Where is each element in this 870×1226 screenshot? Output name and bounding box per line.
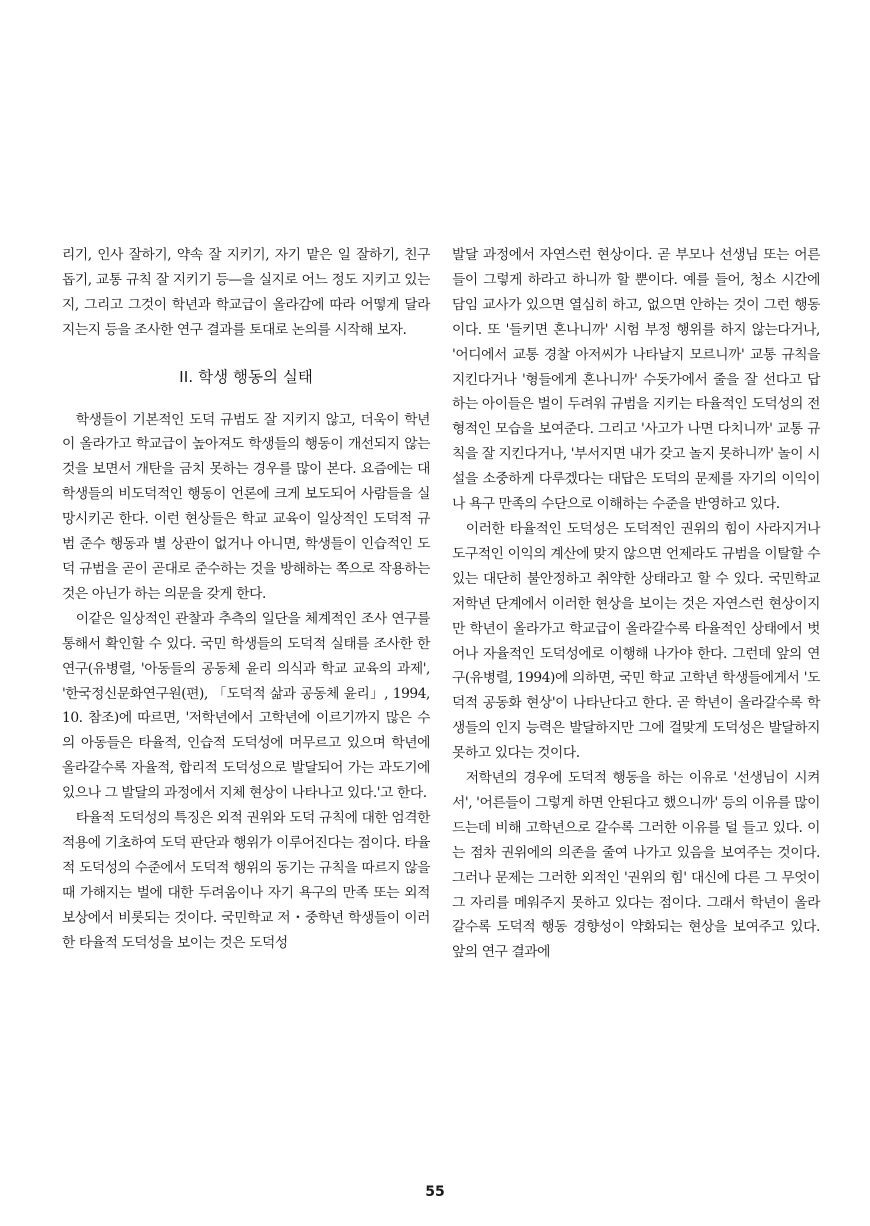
left-paragraph-3: 이같은 일상적인 관찰과 추측의 일단을 체계적인 조사 연구를 통해서 확인할 수 있다. 국민 학생들의 도덕적 실태를 조사한 한 연구(유병렬, '아동들의 공동체 윤리 의식과 학교 교육의 과제', '한국정신문화연구원(편), 「도덕적 삶과 공동체 윤리」, 1994, 10. 참조)에 따르면, '저학년에서 고학년에 이르기까지 많은 수의 아동들은 타율적, 인습적 도덕성에 머무르고 있으며 학년에 올라갈수록 자율적, 합리적 도덕성으로 발달되어 가는 과도기에 있으나 그 발달의 과정에서 지체 현상이 나타나고 있다.'고 한다. [62,610,430,802]
section-heading: II. 학생 행동의 실태 [179,367,313,386]
page-number: 55 [425,1184,445,1200]
left-paragraph-4: 타율적 도덕성의 특징은 외적 권위와 도덕 규칙에 대한 엄격한 적용에 기초하여 도덕 판단과 행위가 이루어진다는 점이다. 타율적 도덕성의 수준에서 도덕적 행위의 동기는 규칙을 따르지 않을 때 가해지는 벌에 대한 두려움이나 자기 욕구의 만족 또는 외적 보상에서 비롯되는 것이다. 국민학교 저・중학년 학생들이 이러한 타율적 도덕성을 보이는 것은 도덕성 [62,810,430,951]
right-paragraph-1: 발달 과정에서 자연스런 현상이다. 곧 부모나 선생님 또는 어른들이 그렇게 하라고 하니까 할 뿐이다. 예를 들어, 청소 시간에 담임 교사가 있으면 열심히 하고, 없으면 안하는 것이 그런 행동이다. 또 '들키면 혼나니까' 시험 부정 행위를 하지 않는다거나, '어디에서 교통 경찰 아저씨가 나타날지 모르니까' 교통 규칙을 지킨다거나 '형들에게 혼나니까' 수돗가에서 줄을 잘 선다고 답하는 아이들은 벌이 두려워 규범을 지키는 타율적인 도덕성의 전형적인 모습을 보여준다. 그리고 '사고가 나면 다치니까' 교통 규칙을 잘 지킨다거나, '부서지면 내가 갖고 놀지 못하니까' 놀이 시설을 소중하게 다루겠다는 대답은 도덕의 문제를 자기의 이익이나 욕구 만족의 수단으로 이해하는 수준을 반영하고 있다. [452,247,820,513]
right-paragraph-3: 저학년의 경우에 도덕적 행동을 하는 이유로 '선생님이 시켜서', '어른들이 그렇게 하면 안된다고 했으니까' 등의 이유를 많이 드는데 비해 고학년으로 갈수록 그러한 이유를 덜 들고 있다. 이는 점차 권위에의 의존을 줄여 나가고 있음을 보여주는 것이다. 그러나 문제는 그러한 외적인 '권위의 힘' 대신에 다른 그 무엇이 그 자리를 메워주지 못하고 있다는 점이다. 그래서 학년이 올라갈수록 도덕적 행동 경향성이 약화되는 현상을 보여주고 있다. 앞의 연구 결과에 [452,770,820,961]
right-paragraph-2: 이러한 타율적인 도덕성은 도덕적인 권위의 힘이 사라지거나 도구적인 이익의 계산에 맞지 않으면 언제라도 규범을 이탈할 수 있는 대단히 불안정하고 취약한 상태라고 할 수 있다. 국민학교 저학년 단계에서 이러한 현상을 보이는 것은 자연스런 현상이지만 학년이 올라가고 학교급이 올라갈수록 타율적인 상태에서 벗어나 자율적인 도덕성에로 이행해 나가야 한다. 그런데 앞의 연구(유병렬, 1994)에 의하면, 국민 학교 고학년 학생들에게서 '도덕적 공동화 현상'이 나타난다고 한다. 곧 학년이 올라갈수록 학생들의 인지 능력은 발달하지만 그에 걸맞게 도덕성은 발달하지 못하고 있다는 것이다. [452,520,820,762]
left-column [62,243,430,955]
right-column [452,243,820,965]
left-paragraph-1: 리기, 인사 잘하기, 약속 잘 지키기, 자기 맡은 일 잘하기, 친구 돕기, 교통 규칙 잘 지키기 등—을 실지로 어느 정도 지키고 있는지, 그리고 그것이 학년과 학교급이 올라감에 따라 어떻게 달라지는지 등을 조사한 연구 결과를 토대로 논의를 시작해 보자. [62,247,430,338]
left-paragraph-2: 학생들이 기본적인 도덕 규범도 잘 지키지 않고, 더욱이 학년이 올라가고 학교급이 높아져도 학생들의 행동이 개선되지 않는 것을 보면서 개탄을 금치 못하는 경우를 많이 본다. 요즘에는 대학생들의 비도덕적인 행동이 언론에 크게 보도되어 사람들을 실망시키곤 한다. 이런 현상들은 학교 교육이 일상적인 도덕적 규범 준수 행동과 별 상관이 없거나 아니면, 학생들이 인습적인 도덕 규범을 곧이 곧대로 준수하는 것을 방해하는 쪽으로 작용하는 것은 아닌가 하는 의문을 갖게 한다. [62,411,430,602]
